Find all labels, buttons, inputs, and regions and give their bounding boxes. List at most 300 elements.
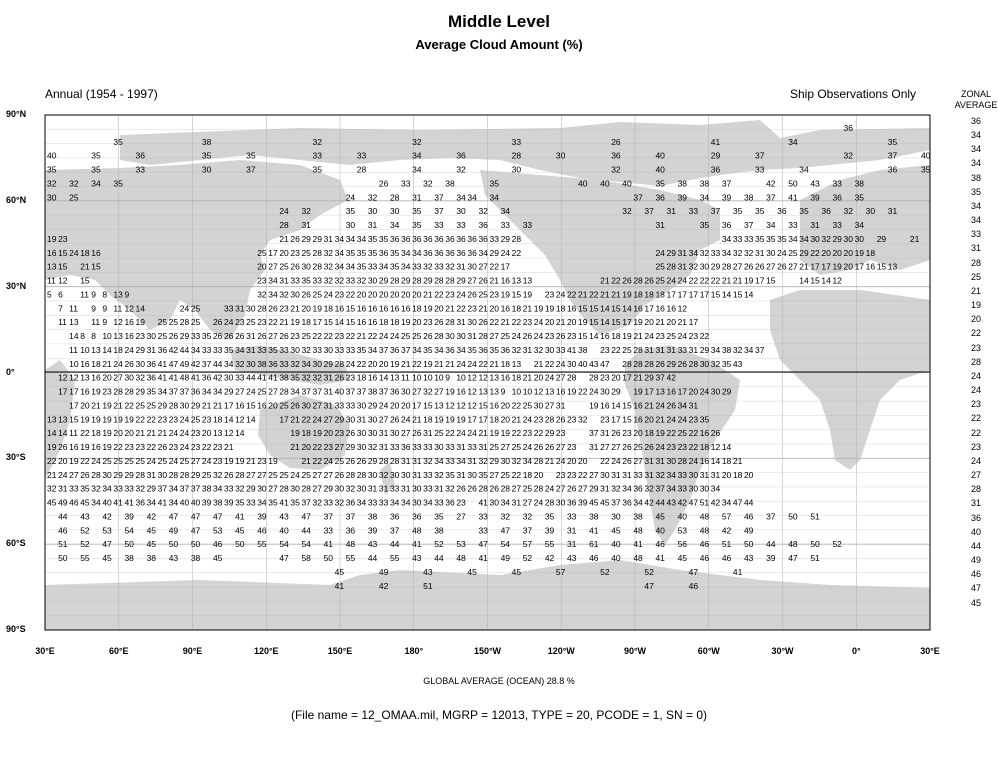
grid-value: 47 bbox=[732, 497, 743, 508]
grid-value: 26 bbox=[522, 331, 533, 342]
grid-value: 30 bbox=[124, 372, 134, 383]
grid-value: 32 bbox=[511, 455, 522, 466]
grid-value: 16 bbox=[257, 400, 267, 411]
grid-value: 36 bbox=[378, 247, 389, 258]
grid-value: 22 bbox=[124, 400, 134, 411]
grid-value: 40 bbox=[179, 497, 190, 508]
grid-value: 29 bbox=[157, 400, 168, 411]
grid-value: 32 bbox=[511, 344, 522, 355]
grid-value: 30 bbox=[356, 400, 367, 411]
grid-value: 27 bbox=[611, 442, 621, 453]
grid-value: 23 bbox=[135, 442, 145, 453]
zonal-average-value: 23 bbox=[970, 342, 981, 353]
grid-value: 30 bbox=[157, 469, 168, 480]
grid-value: 27 bbox=[578, 483, 588, 494]
grid-value: 28 bbox=[544, 414, 555, 425]
grid-value: 35 bbox=[423, 344, 433, 355]
grid-value: 23 bbox=[212, 455, 223, 466]
grid-value: 40 bbox=[677, 511, 688, 522]
grid-value: 35 bbox=[113, 136, 123, 147]
grid-value: 18 bbox=[301, 317, 311, 328]
grid-value: 32 bbox=[423, 386, 433, 397]
grid-value: 32 bbox=[235, 358, 245, 369]
grid-value: 24 bbox=[544, 372, 555, 383]
grid-value: 26 bbox=[611, 136, 621, 147]
grid-value: 17 bbox=[69, 400, 79, 411]
zonal-average-value: 46 bbox=[970, 569, 981, 580]
grid-value: 23 bbox=[58, 233, 68, 244]
grid-value: 19 bbox=[633, 317, 643, 328]
grid-value: 29 bbox=[832, 233, 842, 244]
grid-value: 27 bbox=[555, 442, 566, 453]
grid-value: 54 bbox=[124, 525, 134, 536]
grid-value: 19 bbox=[389, 358, 400, 369]
grid-value: 29 bbox=[367, 455, 378, 466]
grid-value: 27 bbox=[312, 400, 322, 411]
grid-value: 13 bbox=[47, 414, 57, 425]
grid-value: 32 bbox=[301, 344, 311, 355]
grid-value: 37 bbox=[323, 511, 334, 522]
grid-value: 19 bbox=[445, 414, 455, 425]
grid-value: 36 bbox=[611, 150, 621, 161]
grid-value: 54 bbox=[500, 539, 511, 550]
grid-value: 34 bbox=[212, 386, 223, 397]
grid-value: 34 bbox=[378, 261, 389, 272]
grid-value: 23 bbox=[290, 247, 300, 258]
file-info: (File name = 12_OMAA.mil, MGRP = 12013, TYPE = 20, PCODE = 1, SN = 0) bbox=[290, 708, 708, 722]
grid-value: 17 bbox=[854, 261, 865, 272]
grid-value: 16 bbox=[47, 247, 57, 258]
grid-value: 10 bbox=[80, 344, 90, 355]
grid-value: 23 bbox=[544, 331, 555, 342]
grid-value: 24 bbox=[467, 428, 477, 439]
grid-value: 50 bbox=[788, 178, 798, 189]
grid-value: 55 bbox=[389, 553, 400, 564]
grid-value: 21 bbox=[301, 455, 311, 466]
grid-value: 31 bbox=[688, 400, 699, 411]
grid-value: 32 bbox=[69, 178, 79, 189]
grid-value: 31 bbox=[356, 414, 367, 425]
grid-value: 25 bbox=[666, 331, 676, 342]
grid-value: 46 bbox=[743, 511, 754, 522]
grid-value: 20 bbox=[301, 303, 311, 314]
grid-value: 23 bbox=[555, 428, 566, 439]
grid-value: 23 bbox=[566, 331, 577, 342]
grid-value: 15 bbox=[622, 400, 632, 411]
grid-value: 21 bbox=[135, 428, 145, 439]
grid-value: 45 bbox=[655, 511, 665, 522]
grid-value: 44 bbox=[212, 358, 223, 369]
grid-value: 29 bbox=[799, 247, 809, 258]
grid-value: 32 bbox=[334, 497, 345, 508]
grid-value: 27 bbox=[511, 483, 522, 494]
grid-value: 43 bbox=[810, 178, 820, 189]
zonal-average-value: 24 bbox=[970, 385, 981, 396]
grid-value: 23 bbox=[456, 497, 466, 508]
grid-value: 35 bbox=[434, 511, 444, 522]
grid-value: 31 bbox=[600, 428, 610, 439]
grid-value: 53 bbox=[212, 525, 223, 536]
grid-value: 21 bbox=[102, 358, 112, 369]
grid-value: 42 bbox=[677, 497, 688, 508]
grid-value: 19 bbox=[854, 247, 865, 258]
grid-value: 19 bbox=[69, 455, 79, 466]
grid-value: 14 bbox=[69, 331, 79, 342]
grid-value: 25 bbox=[279, 400, 289, 411]
grid-value: 14 bbox=[58, 428, 68, 439]
longitude-label: 60°E bbox=[108, 646, 129, 656]
grid-value: 14 bbox=[821, 275, 831, 286]
grid-value: 28 bbox=[135, 469, 145, 480]
grid-value: 28 bbox=[666, 261, 676, 272]
grid-value: 23 bbox=[666, 442, 676, 453]
grid-value: 20 bbox=[389, 400, 400, 411]
longitude-label: 90°E bbox=[182, 646, 203, 656]
grid-value: 43 bbox=[566, 553, 577, 564]
grid-value: 28 bbox=[168, 469, 179, 480]
grid-value: 34 bbox=[522, 455, 533, 466]
zonal-average-value: 31 bbox=[970, 498, 981, 509]
grid-value: 23 bbox=[445, 289, 455, 300]
grid-value: 27 bbox=[268, 261, 278, 272]
grid-value: 17 bbox=[677, 386, 688, 397]
grid-value: 13 bbox=[389, 372, 400, 383]
grid-value: 33 bbox=[389, 442, 400, 453]
grid-value: 25 bbox=[268, 469, 278, 480]
grid-value: 33 bbox=[478, 511, 488, 522]
grid-value: 17 bbox=[677, 289, 688, 300]
grid-value: 23 bbox=[334, 331, 345, 342]
grid-value: 30 bbox=[544, 344, 555, 355]
grid-value: 49 bbox=[179, 358, 190, 369]
grid-value: 31 bbox=[600, 483, 610, 494]
grid-value: 35 bbox=[489, 178, 499, 189]
grid-value: 25 bbox=[622, 344, 632, 355]
grid-value: 34 bbox=[401, 497, 411, 508]
grid-value: 12 bbox=[467, 372, 477, 383]
grid-value: 28 bbox=[511, 150, 522, 161]
grid-value: 25 bbox=[179, 455, 190, 466]
grid-value: 36 bbox=[478, 233, 488, 244]
grid-value: 27 bbox=[412, 386, 422, 397]
grid-value: 47 bbox=[279, 553, 289, 564]
grid-value: 44 bbox=[179, 344, 190, 355]
grid-value: 33 bbox=[511, 136, 522, 147]
grid-value: 19 bbox=[633, 386, 643, 397]
grid-value: 30 bbox=[345, 220, 356, 231]
grid-value: 29 bbox=[500, 233, 511, 244]
grid-value: 37 bbox=[633, 192, 643, 203]
grid-value: 11 bbox=[69, 303, 78, 314]
grid-value: 40 bbox=[279, 525, 289, 536]
grid-value: 48 bbox=[412, 525, 422, 536]
grid-value: 42 bbox=[766, 178, 776, 189]
grid-value: 21 bbox=[246, 455, 256, 466]
grid-value: 10 bbox=[102, 331, 112, 342]
grid-value: 24 bbox=[522, 414, 533, 425]
grid-value: 41 bbox=[279, 497, 289, 508]
grid-value: 26 bbox=[611, 428, 621, 439]
grid-value: 22 bbox=[710, 275, 721, 286]
grid-value: 14 bbox=[743, 289, 754, 300]
grid-value: 20 bbox=[611, 372, 621, 383]
grid-value: 20 bbox=[401, 289, 411, 300]
grid-value: 21 bbox=[478, 428, 488, 439]
grid-value: 39 bbox=[578, 497, 588, 508]
grid-value: 32 bbox=[301, 206, 311, 217]
grid-value: 14 bbox=[721, 289, 732, 300]
grid-value: 33 bbox=[312, 344, 322, 355]
grid-value: 45 bbox=[677, 553, 688, 564]
grid-value: 23 bbox=[257, 455, 267, 466]
grid-value: 25 bbox=[246, 317, 256, 328]
grid-value: 35 bbox=[345, 247, 356, 258]
grid-value: 28 bbox=[622, 358, 632, 369]
grid-value: 25 bbox=[500, 469, 511, 480]
grid-value: 22 bbox=[356, 358, 367, 369]
grid-value: 45 bbox=[334, 566, 345, 577]
grid-value: 31 bbox=[677, 261, 688, 272]
grid-value: 31 bbox=[412, 469, 422, 480]
grid-value: 18 bbox=[511, 372, 522, 383]
grid-value: 35 bbox=[367, 247, 378, 258]
grid-value: 31 bbox=[644, 469, 654, 480]
grid-value: 24 bbox=[345, 358, 356, 369]
grid-value: 12 bbox=[710, 442, 721, 453]
grid-value: 16 bbox=[124, 331, 134, 342]
grid-value: 10 bbox=[456, 372, 466, 383]
grid-value: 31 bbox=[456, 261, 466, 272]
grid-value: 12 bbox=[235, 414, 245, 425]
grid-value: 34 bbox=[412, 344, 422, 355]
grid-value: 31 bbox=[146, 344, 157, 355]
grid-value: 21 bbox=[80, 261, 90, 272]
grid-value: 46 bbox=[212, 539, 223, 550]
grid-value: 23 bbox=[168, 414, 179, 425]
grid-value: 32 bbox=[732, 344, 743, 355]
grid-value: 21 bbox=[445, 358, 455, 369]
zonal-average-value: 24 bbox=[970, 455, 981, 466]
grid-value: 35 bbox=[290, 497, 300, 508]
grid-value: 36 bbox=[655, 192, 665, 203]
grid-value: 24 bbox=[201, 455, 212, 466]
grid-value: 18 bbox=[611, 331, 621, 342]
grid-value: 34 bbox=[401, 247, 411, 258]
grid-value: 31 bbox=[378, 442, 389, 453]
grid-value: 36 bbox=[456, 247, 466, 258]
grid-value: 40 bbox=[190, 497, 201, 508]
grid-value: 38 bbox=[677, 178, 688, 189]
grid-value: 43 bbox=[279, 511, 289, 522]
latitude-label: 30°S bbox=[6, 452, 26, 463]
grid-value: 25 bbox=[279, 469, 289, 480]
grid-value: 29 bbox=[135, 344, 145, 355]
grid-value: 32 bbox=[445, 261, 455, 272]
grid-value: 27 bbox=[378, 414, 389, 425]
grid-value: 28 bbox=[235, 469, 245, 480]
grid-value: 19 bbox=[102, 414, 112, 425]
grid-value: 58 bbox=[301, 553, 311, 564]
grid-value: 21 bbox=[279, 233, 289, 244]
grid-value: 19 bbox=[622, 289, 632, 300]
grid-value: 26 bbox=[655, 358, 665, 369]
grid-value: 21 bbox=[732, 455, 743, 466]
longitude-label: 60°W bbox=[697, 646, 720, 656]
grid-value: 19 bbox=[743, 275, 754, 286]
grid-value: 28 bbox=[279, 386, 289, 397]
grid-value: 15 bbox=[810, 275, 820, 286]
grid-value: 38 bbox=[633, 511, 643, 522]
grid-value: 30 bbox=[345, 414, 356, 425]
grid-value: 47 bbox=[688, 497, 699, 508]
grid-value: 17 bbox=[755, 275, 765, 286]
grid-value: 19 bbox=[401, 317, 411, 328]
grid-value: 12 bbox=[677, 303, 688, 314]
grid-value: 36 bbox=[345, 525, 356, 536]
grid-value: 29 bbox=[611, 386, 621, 397]
grid-value: 24 bbox=[323, 455, 334, 466]
grid-value: 48 bbox=[456, 553, 466, 564]
grid-value: 39 bbox=[367, 525, 378, 536]
grid-value: 36 bbox=[478, 344, 488, 355]
grid-value: 12 bbox=[533, 386, 544, 397]
grid-value: 21 bbox=[611, 289, 621, 300]
grid-value: 34 bbox=[146, 497, 157, 508]
grid-value: 19 bbox=[135, 317, 145, 328]
grid-value: 20 bbox=[533, 469, 544, 480]
grid-value: 17 bbox=[279, 414, 289, 425]
grid-value: 47 bbox=[644, 580, 654, 591]
grid-value: 20 bbox=[412, 317, 422, 328]
grid-value: 24 bbox=[378, 400, 389, 411]
longitude-label: 30°W bbox=[771, 646, 794, 656]
grid-value: 31 bbox=[810, 220, 820, 231]
grid-value: 34 bbox=[389, 220, 400, 231]
grid-value: 30 bbox=[367, 275, 378, 286]
grid-value: 28 bbox=[434, 275, 444, 286]
grid-value: 24 bbox=[655, 247, 665, 258]
grid-value: 9 bbox=[91, 289, 96, 300]
grid-value: 37 bbox=[589, 428, 599, 439]
grid-value: 26 bbox=[290, 233, 300, 244]
zonal-average-value: 28 bbox=[970, 257, 981, 268]
grid-value: 25 bbox=[135, 400, 145, 411]
grid-value: 51 bbox=[810, 511, 820, 522]
grid-value: 30 bbox=[334, 483, 345, 494]
grid-value: 15 bbox=[58, 247, 68, 258]
grid-value: 12 bbox=[113, 317, 123, 328]
longitude-label: 30°E bbox=[35, 646, 55, 656]
grid-value: 33 bbox=[323, 525, 334, 536]
grid-value: 27 bbox=[312, 483, 322, 494]
grid-value: 37 bbox=[246, 164, 256, 175]
grid-value: 20 bbox=[821, 247, 831, 258]
grid-value: 38 bbox=[201, 136, 212, 147]
grid-value: 15 bbox=[345, 303, 356, 314]
grid-value: 33 bbox=[367, 497, 378, 508]
grid-value: 35 bbox=[345, 206, 356, 217]
grid-value: 11 bbox=[69, 428, 78, 439]
grid-value: 16 bbox=[378, 303, 389, 314]
grid-value: 31 bbox=[58, 483, 68, 494]
grid-value: 32 bbox=[843, 150, 853, 161]
grid-value: 26 bbox=[356, 455, 367, 466]
grid-value: 30 bbox=[356, 442, 367, 453]
grid-value: 27 bbox=[633, 455, 643, 466]
grid-value: 32 bbox=[655, 469, 665, 480]
grid-value: 24 bbox=[522, 442, 533, 453]
grid-value: 37 bbox=[301, 497, 311, 508]
grid-value: 49 bbox=[58, 497, 68, 508]
grid-value: 30 bbox=[456, 206, 466, 217]
grid-value: 27 bbox=[257, 469, 267, 480]
grid-value: 15 bbox=[611, 303, 621, 314]
grid-value: 46 bbox=[721, 553, 732, 564]
grid-value: 38 bbox=[124, 553, 134, 564]
grid-value: 33 bbox=[201, 344, 212, 355]
grid-value: 29 bbox=[224, 386, 234, 397]
grid-value: 29 bbox=[323, 483, 334, 494]
grid-value: 19 bbox=[423, 303, 433, 314]
grid-value: 26 bbox=[423, 331, 433, 342]
longitude-label: 120°E bbox=[253, 646, 279, 656]
grid-value: 17 bbox=[268, 247, 278, 258]
grid-value: 30 bbox=[367, 469, 378, 480]
grid-value: 37 bbox=[378, 344, 389, 355]
grid-value: 30 bbox=[467, 317, 477, 328]
grid-value: 15 bbox=[80, 275, 90, 286]
grid-value: 61 bbox=[589, 539, 599, 550]
grid-value: 23 bbox=[323, 442, 334, 453]
grid-value: 36 bbox=[412, 511, 422, 522]
grid-value: 21 bbox=[91, 400, 101, 411]
grid-value: 18 bbox=[655, 289, 665, 300]
grid-value: 25 bbox=[301, 469, 311, 480]
grid-value: 38 bbox=[721, 344, 732, 355]
grid-value: 30 bbox=[224, 372, 234, 383]
grid-value: 31 bbox=[367, 483, 378, 494]
grid-value: 33 bbox=[677, 483, 688, 494]
grid-value: 21 bbox=[500, 317, 511, 328]
grid-value: 35 bbox=[268, 497, 278, 508]
grid-value: 28 bbox=[511, 233, 522, 244]
grid-value: 36 bbox=[157, 344, 168, 355]
grid-value: 14 bbox=[334, 317, 345, 328]
grid-value: 17 bbox=[467, 414, 477, 425]
grid-value: 34 bbox=[334, 247, 345, 258]
grid-value: 27 bbox=[268, 331, 278, 342]
grid-value: 20 bbox=[356, 289, 367, 300]
grid-value: 35 bbox=[268, 344, 278, 355]
grid-value: 14 bbox=[710, 455, 721, 466]
grid-value: 37 bbox=[755, 344, 765, 355]
grid-value: 32 bbox=[279, 289, 289, 300]
grid-value: 22 bbox=[489, 261, 499, 272]
grid-value: 25 bbox=[301, 247, 311, 258]
grid-value: 34 bbox=[301, 358, 311, 369]
grid-value: 23 bbox=[334, 428, 345, 439]
grid-value: 18 bbox=[91, 358, 101, 369]
grid-value: 32 bbox=[212, 469, 223, 480]
grid-value: 40 bbox=[102, 497, 112, 508]
grid-value: 26 bbox=[80, 469, 90, 480]
grid-value: 25 bbox=[257, 386, 267, 397]
grid-value: 33 bbox=[334, 400, 345, 411]
grid-value: 50 bbox=[235, 539, 245, 550]
grid-value: 27 bbox=[235, 386, 245, 397]
grid-value: 41 bbox=[124, 497, 134, 508]
grid-value: 33 bbox=[224, 483, 234, 494]
